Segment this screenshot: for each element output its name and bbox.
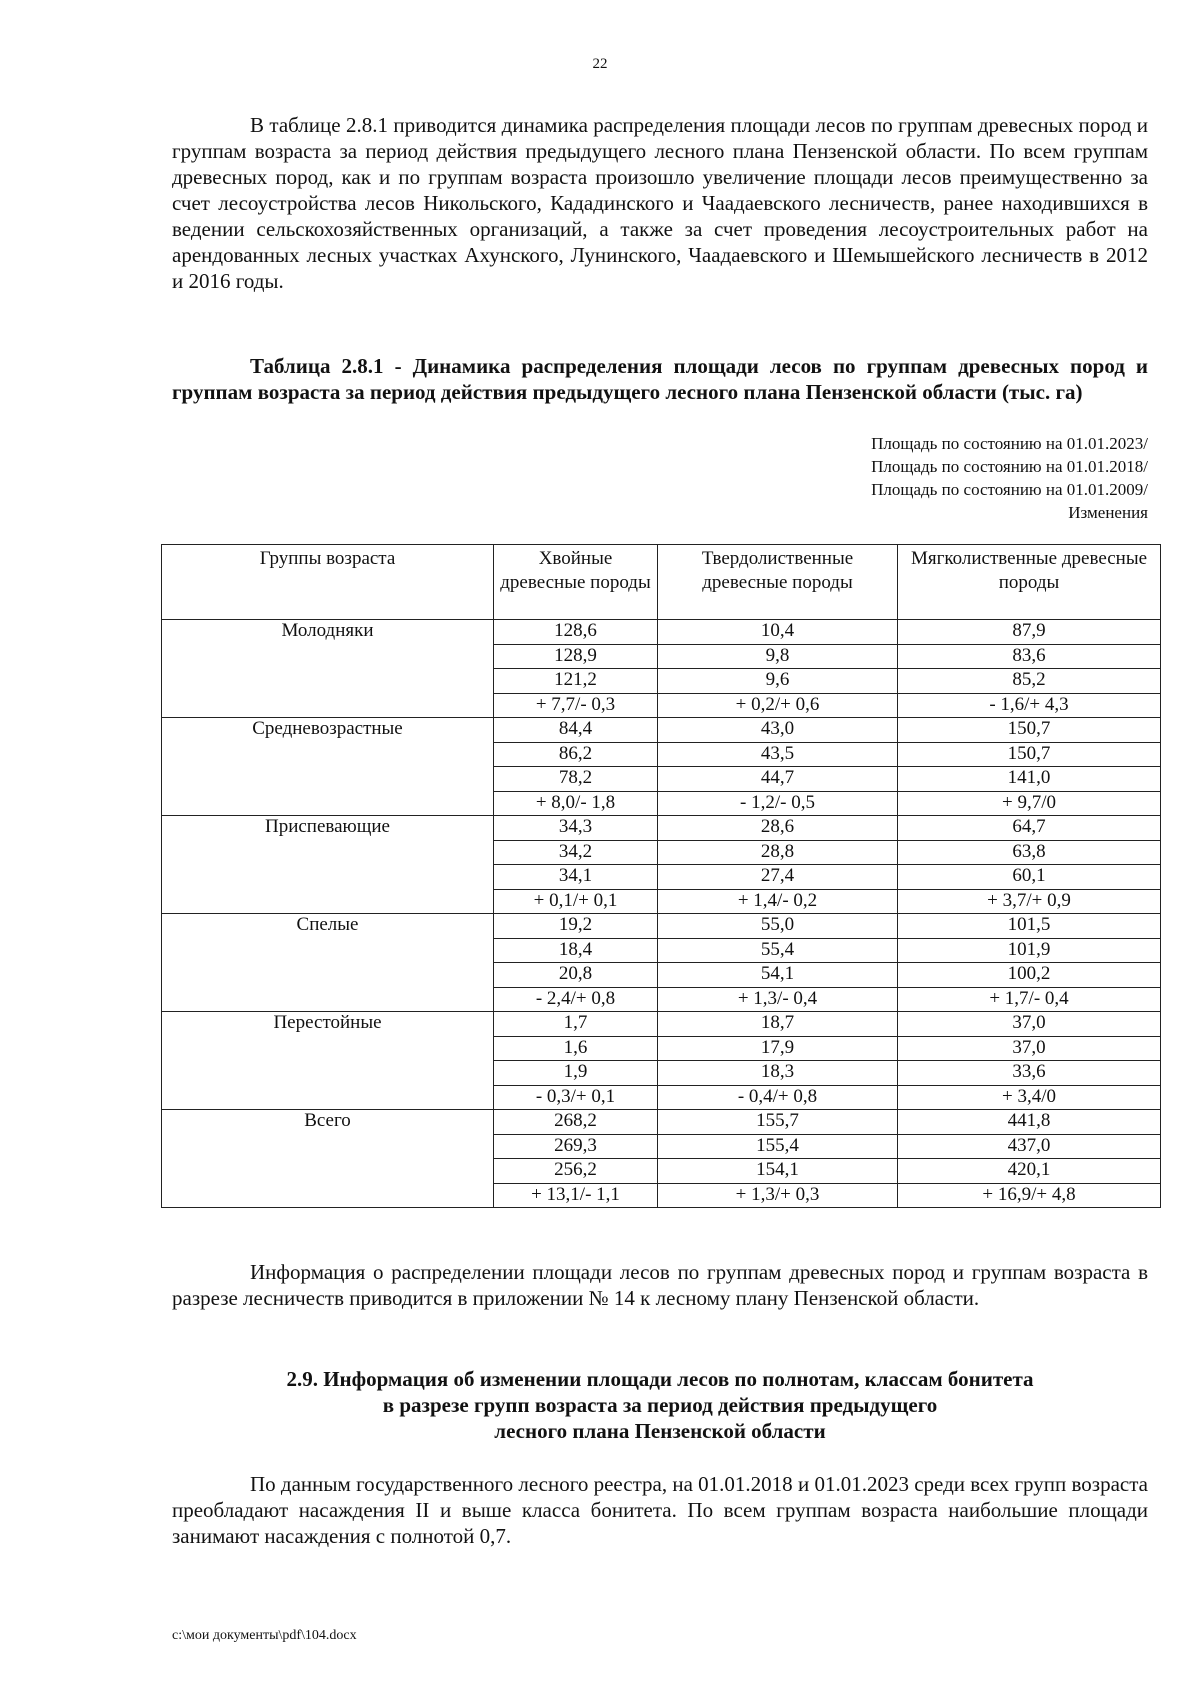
value-cell: 100,2 <box>898 963 1161 988</box>
value-cell: 154,1 <box>658 1159 898 1184</box>
value-cell: 128,9 <box>494 644 658 669</box>
value-cell: 54,1 <box>658 963 898 988</box>
table-body <box>162 620 1161 1208</box>
value-cell: 155,7 <box>658 1110 898 1135</box>
value-cell: 1,7 <box>494 1012 658 1037</box>
page-number: 22 <box>592 56 608 72</box>
header-age-groups: Группы возраста <box>162 545 494 620</box>
value-cell: 44,7 <box>658 767 898 792</box>
value-cell: 28,6 <box>658 816 898 841</box>
value-cell: - 1,2/- 0,5 <box>658 791 898 816</box>
value-cell: 84,4 <box>494 718 658 743</box>
table-row <box>162 816 1161 841</box>
value-cell: 18,4 <box>494 938 658 963</box>
value-cell: + 0,1/+ 0,1 <box>494 889 658 914</box>
legend-line: Площадь по состоянию на 01.01.2018/ <box>871 457 1148 476</box>
table-row <box>162 914 1161 939</box>
registry-paragraph: По данным государственного лесного реестра, на 01.01.2018 и 01.01.2023 среди всех групп возраста преобладают насаждения II и выше класса бонитета. По всем группам возраста наибольшие площади занимают насаждения с полнотой 0,7. <box>172 1472 1148 1548</box>
table-row <box>162 1110 1161 1135</box>
appendix-paragraph: Информация о распределении площади лесов по группам древесных пород и группам возраста в разрезе лесничеств приводится в приложении № 14 к лесному плану Пензенской области. <box>172 1260 1148 1310</box>
value-cell: 63,8 <box>898 840 1161 865</box>
value-cell: 17,9 <box>658 1036 898 1061</box>
value-cell: + 9,7/0 <box>898 791 1161 816</box>
value-cell: 34,2 <box>494 840 658 865</box>
value-cell: - 0,4/+ 0,8 <box>658 1085 898 1110</box>
value-cell: 64,7 <box>898 816 1161 841</box>
value-cell: 86,2 <box>494 742 658 767</box>
value-cell: 1,9 <box>494 1061 658 1086</box>
value-cell: 18,3 <box>658 1061 898 1086</box>
legend-line: Площадь по состоянию на 01.01.2023/ <box>871 434 1148 453</box>
table-row <box>162 620 1161 645</box>
section-heading <box>172 1366 1148 1444</box>
value-cell: 101,9 <box>898 938 1161 963</box>
table-caption: Таблица 2.8.1 - Динамика распределения площади лесов по группам древесных пород и группам возраста за период действия предыдущего лесного плана Пензенской области (тыс. га) <box>172 354 1148 404</box>
value-cell: + 1,7/- 0,4 <box>898 987 1161 1012</box>
value-cell: + 8,0/- 1,8 <box>494 791 658 816</box>
value-cell: 9,8 <box>658 644 898 669</box>
value-cell: - 1,6/+ 4,3 <box>898 693 1161 718</box>
value-cell: + 0,2/+ 0,6 <box>658 693 898 718</box>
intro-paragraph: В таблице 2.8.1 приводится динамика распределения площади лесов по группам древесных пород и группам возраста за период действия предыдущего лесного плана Пензенской области. По всем группам древесных пород, как и по группам возраста произошло увеличение площади лесов преимущественно за счет лесоустройства лесов Никольского, Кададинского и Чаадаевского лесничеств, ранее находившихся в ведении сельскохозяйственных организаций, а также за счет проведения лесоустроительных работ на арендованных лесных участках Ахунского, Лунинского, Чаадаевского и Шемышейского лесничеств в 2012 и 2016 годы. <box>172 113 1148 293</box>
value-cell: 60,1 <box>898 865 1161 890</box>
value-cell: 10,4 <box>658 620 898 645</box>
value-cell: 9,6 <box>658 669 898 694</box>
value-cell: + 3,7/+ 0,9 <box>898 889 1161 914</box>
value-cell: 20,8 <box>494 963 658 988</box>
section-heading-line: 2.9. Информация об изменении площади лесов по полнотам, классам бонитета <box>286 1367 1034 1391</box>
value-cell: - 0,3/+ 0,1 <box>494 1085 658 1110</box>
value-cell: 1,6 <box>494 1036 658 1061</box>
forest-area-table <box>161 544 1161 1208</box>
value-cell: 256,2 <box>494 1159 658 1184</box>
value-cell: 83,6 <box>898 644 1161 669</box>
value-cell: + 3,4/0 <box>898 1085 1161 1110</box>
value-cell: 101,5 <box>898 914 1161 939</box>
value-cell: 55,4 <box>658 938 898 963</box>
age-group-cell: Спелые <box>162 914 494 1012</box>
age-group-cell: Средневозрастные <box>162 718 494 816</box>
footer-file-path: c:\мои документы\pdf\104.docx <box>172 1628 357 1643</box>
value-cell: + 1,3/- 0,4 <box>658 987 898 1012</box>
table-row <box>162 1012 1161 1037</box>
age-group-cell: Молодняки <box>162 620 494 718</box>
value-cell: 150,7 <box>898 718 1161 743</box>
value-cell: 437,0 <box>898 1134 1161 1159</box>
section-heading-line: в разрезе групп возраста за период действия предыдущего <box>382 1393 938 1417</box>
value-cell: 27,4 <box>658 865 898 890</box>
value-cell: 34,1 <box>494 865 658 890</box>
value-cell: 85,2 <box>898 669 1161 694</box>
value-cell: 55,0 <box>658 914 898 939</box>
value-cell: 87,9 <box>898 620 1161 645</box>
value-cell: + 7,7/- 0,3 <box>494 693 658 718</box>
value-cell: 43,5 <box>658 742 898 767</box>
value-cell: + 1,4/- 0,2 <box>658 889 898 914</box>
value-cell: 420,1 <box>898 1159 1161 1184</box>
value-cell: 37,0 <box>898 1012 1161 1037</box>
value-cell: 141,0 <box>898 767 1161 792</box>
value-cell: 28,8 <box>658 840 898 865</box>
value-cell: 128,6 <box>494 620 658 645</box>
value-cell: + 1,3/+ 0,3 <box>658 1183 898 1208</box>
legend-line: Изменения <box>1068 503 1148 522</box>
table-legend <box>700 432 1148 524</box>
age-group-cell: Приспевающие <box>162 816 494 914</box>
value-cell: + 16,9/+ 4,8 <box>898 1183 1161 1208</box>
header-hardwood: Твердолиственные древесные породы <box>658 545 898 620</box>
value-cell: 37,0 <box>898 1036 1161 1061</box>
value-cell: 121,2 <box>494 669 658 694</box>
age-group-cell: Перестойные <box>162 1012 494 1110</box>
legend-line: Площадь по состоянию на 01.01.2009/ <box>871 480 1148 499</box>
header-coniferous: Хвойные древесные породы <box>494 545 658 620</box>
value-cell: 441,8 <box>898 1110 1161 1135</box>
value-cell: 19,2 <box>494 914 658 939</box>
age-group-cell: Всего <box>162 1110 494 1208</box>
value-cell: 155,4 <box>658 1134 898 1159</box>
table-row <box>162 718 1161 743</box>
value-cell: 43,0 <box>658 718 898 743</box>
value-cell: 78,2 <box>494 767 658 792</box>
value-cell: 34,3 <box>494 816 658 841</box>
section-heading-line: лесного плана Пензенской области <box>494 1419 826 1443</box>
value-cell: 33,6 <box>898 1061 1161 1086</box>
value-cell: 268,2 <box>494 1110 658 1135</box>
value-cell: + 13,1/- 1,1 <box>494 1183 658 1208</box>
table-header-row <box>162 545 1161 620</box>
value-cell: 150,7 <box>898 742 1161 767</box>
value-cell: 18,7 <box>658 1012 898 1037</box>
value-cell: - 2,4/+ 0,8 <box>494 987 658 1012</box>
header-softwood: Мягколиственные древесные породы <box>898 545 1161 620</box>
value-cell: 269,3 <box>494 1134 658 1159</box>
